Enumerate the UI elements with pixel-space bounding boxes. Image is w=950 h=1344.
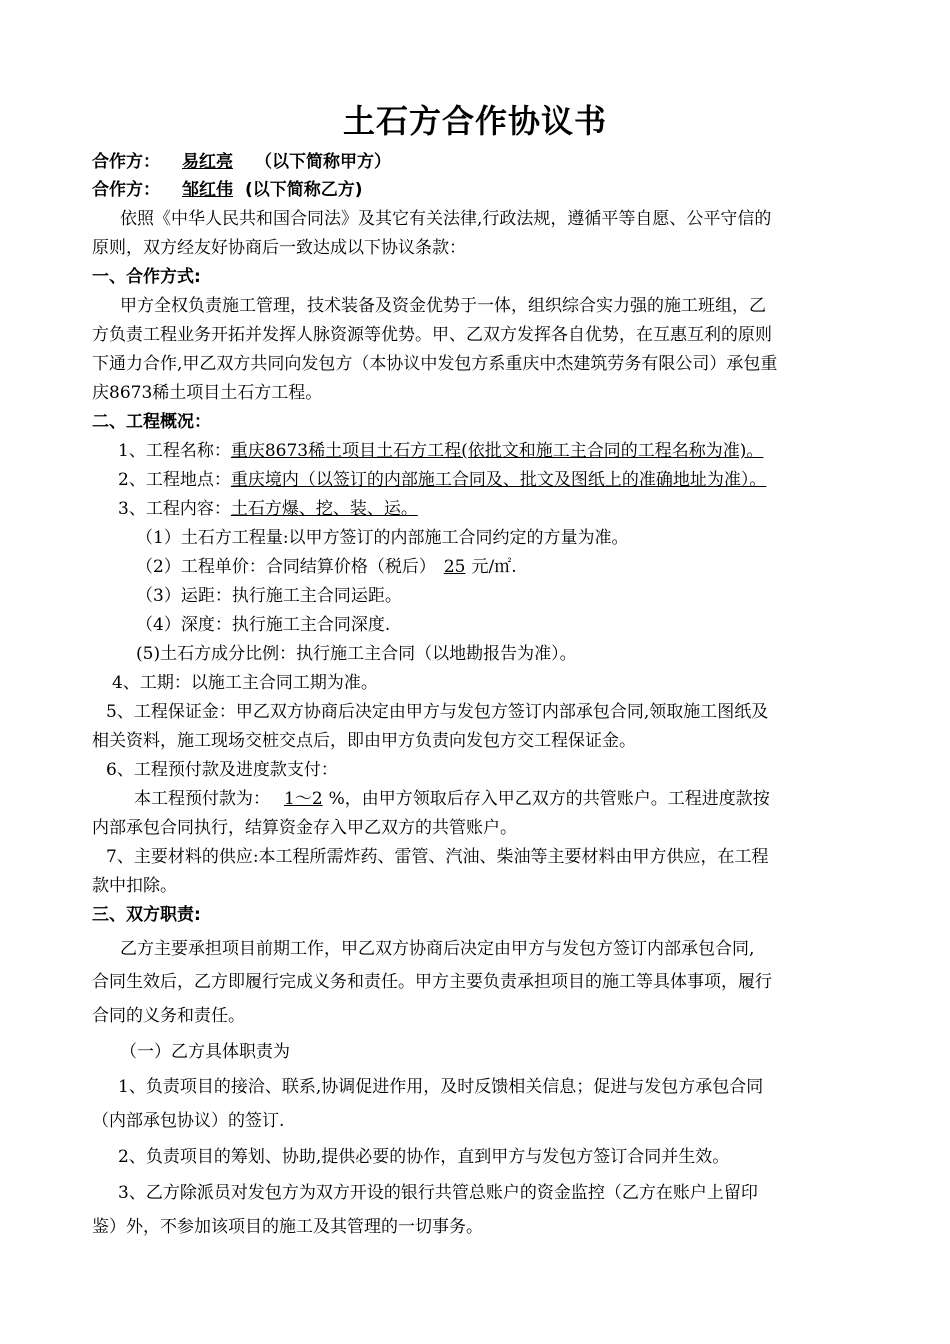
- intro-line-2: 原则，双方经友好协商后一致达成以下协议条款：: [92, 238, 466, 258]
- section-1-heading: 一、合作方式:: [92, 267, 201, 287]
- section-1-line-1: 甲方全权负责施工管理，技术装备及资金优势于一体，组织综合实力强的施工班组，乙: [120, 296, 766, 316]
- sub-item-5: (5)土石方成分比例：执行施工主合同（以地勘报告为准）。: [136, 644, 577, 664]
- duty-1-line-1: 1、负责项目的接洽、联系,协调促进作用，及时反馈相关信息；促进与发包方承包合同: [118, 1077, 764, 1097]
- sub-item-2-suffix: 元/㎡.: [471, 557, 517, 577]
- party-b-note: (以下简称乙方): [245, 180, 363, 200]
- section-3-intro-1: 乙方主要承担项目前期工作，甲乙双方协商后决定由甲方与发包方签订内部承包合同,: [120, 939, 755, 959]
- sub-item-4: （4）深度：执行施工主合同深度.: [136, 615, 391, 635]
- item-7-line-1: 7、主要材料的供应:本工程所需炸药、雷管、汽油、柴油等主要材料由甲方供应，在工程: [106, 847, 769, 867]
- item-6-line-1: [134, 787, 770, 811]
- item-6-heading: 6、工程预付款及进度款支付：: [106, 760, 338, 780]
- document-title: 土石方合作协议书: [342, 102, 607, 140]
- duty-3-line-2: 鉴）外，不参加该项目的施工及其管理的一切事务。: [92, 1217, 483, 1237]
- party-b-line: [92, 178, 363, 202]
- item-5-line-2: 相关资料，施工现场交桩交点后，即由甲方负责向发包方交工程保证金。: [92, 731, 636, 751]
- item-4: 4、工期：以施工主合同工期为准。: [112, 673, 378, 693]
- item-1-line: [118, 439, 763, 463]
- section-1-line-3: 下通力合作,甲乙双方共同向发包方（本协议中发包方系重庆中杰建筑劳务有限公司）承包重: [92, 354, 778, 374]
- party-b-label: 合作方：: [92, 180, 160, 200]
- duty-2: 2、负责项目的筹划、协助,提供必要的协作，直到甲方与发包方签订合同并生效。: [118, 1147, 730, 1167]
- sub-item-3: （3）运距：执行施工主合同运距。: [136, 586, 402, 606]
- item-2-value: 重庆境内（以签订的内部施工合同及、批文及图纸上的准确地址为准）。: [230, 470, 767, 490]
- sub-item-1: （1）土石方工程量:以甲方签订的内部施工合同约定的方量为准。: [136, 528, 629, 548]
- section-1-line-2: 方负责工程业务开拓并发挥人脉资源等优势。甲、乙双方发挥各自优势，在互惠互利的原则: [92, 325, 772, 345]
- duty-1-line-2: （内部承包协议）的签订.: [92, 1111, 285, 1131]
- item-2-line: [118, 468, 766, 492]
- item-3-label: 3、工程内容：: [118, 499, 231, 519]
- item-7-line-2: 款中扣除。: [92, 876, 177, 896]
- section-1-line-4: 庆8673稀土项目土石方工程。: [92, 383, 323, 403]
- party-a-line: [92, 150, 391, 174]
- item-2-label: 2、工程地点：: [118, 470, 231, 490]
- item-1-value: 重庆8673稀土项目土石方工程(依批文和施工主合同的工程名称为准)。: [230, 441, 764, 461]
- advance-payment-value: 1～2: [284, 789, 323, 809]
- party-b-name: 邹红伟: [182, 180, 233, 200]
- intro-line-1: 依照《中华人民共和国合同法》及其它有关法律,行政法规，遵循平等自愿、公平守信的: [120, 209, 772, 229]
- section-3-intro-2: 合同生效后，乙方即履行完成义务和责任。甲方主要负责承担项目的施工等具体事项，履行: [92, 972, 772, 992]
- party-a-name: 易红亮: [182, 152, 233, 172]
- item-3-value: 土石方爆、挖、装、运。: [230, 499, 418, 519]
- party-a-note: （以下简称甲方）: [255, 152, 391, 172]
- sub-item-2: [136, 555, 517, 579]
- item-1-label: 1、工程名称：: [118, 441, 231, 461]
- section-2-heading: 二、工程概况：: [92, 412, 211, 432]
- item-3-line: [118, 497, 418, 521]
- duty-3-line-1: 3、乙方除派员对发包方为双方开设的银行共管总账户的资金监控（乙方在账户上留印: [118, 1183, 758, 1203]
- item-6-suffix: %，由甲方领取后存入甲乙双方的共管账户。工程进度款按: [328, 789, 770, 809]
- item-5-line-1: 5、工程保证金：甲乙双方协商后决定由甲方与发包方签订内部承包合同,领取施工图纸及: [106, 702, 769, 722]
- section-3-heading: 三、双方职责:: [92, 905, 201, 925]
- section-3-sub-heading: （一）乙方具体职责为: [120, 1042, 290, 1062]
- item-6-prefix: 本工程预付款为：: [134, 789, 270, 809]
- party-a-label: 合作方：: [92, 152, 160, 172]
- sub-item-2-prefix: （2）工程单价：合同结算价格（税后）: [136, 557, 436, 577]
- item-6-line-2: 内部承包合同执行，结算资金存入甲乙双方的共管账户。: [92, 818, 517, 838]
- unit-price-value: 25: [443, 557, 466, 577]
- section-3-intro-3: 合同的义务和责任。: [92, 1006, 245, 1026]
